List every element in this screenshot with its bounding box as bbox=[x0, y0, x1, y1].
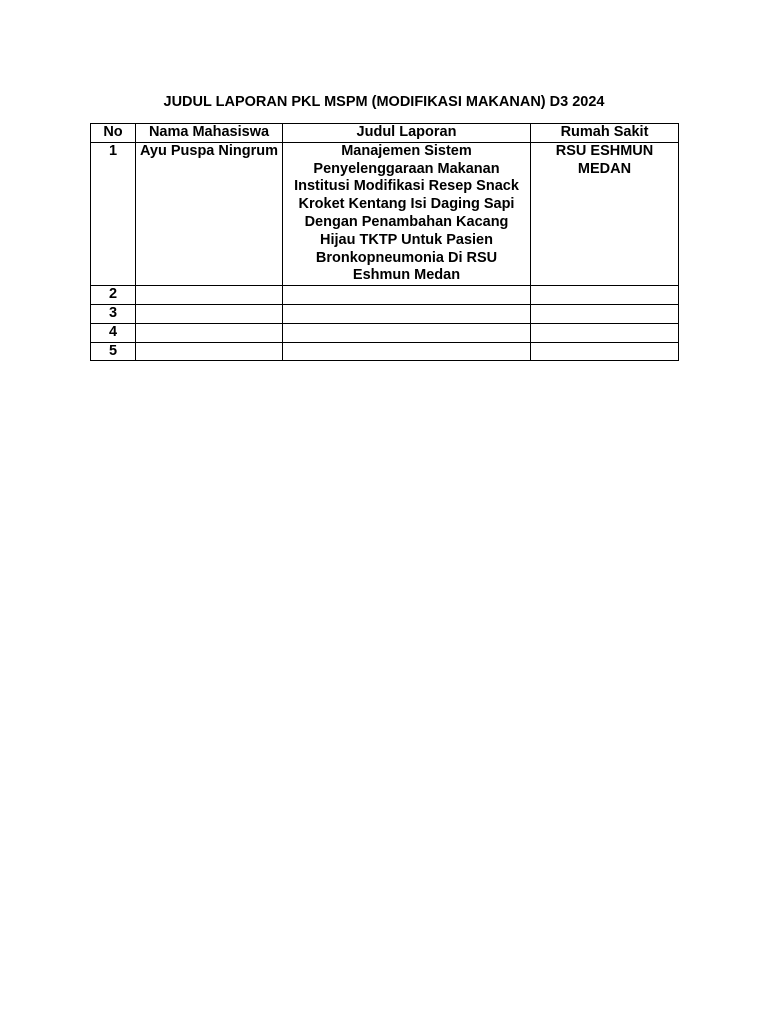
cell-hospital bbox=[531, 304, 679, 323]
cell-student-name bbox=[136, 304, 283, 323]
cell-report-title bbox=[283, 304, 531, 323]
table-row bbox=[91, 342, 679, 361]
table-row bbox=[91, 142, 679, 285]
table-row bbox=[91, 286, 679, 305]
cell-student-name bbox=[136, 286, 283, 305]
cell-no: 4 bbox=[91, 323, 136, 342]
header-no: No bbox=[91, 124, 136, 143]
cell-report-title bbox=[283, 286, 531, 305]
cell-no: 5 bbox=[91, 342, 136, 361]
report-table bbox=[90, 123, 679, 361]
cell-student-name: Ayu Puspa Ningrum bbox=[136, 142, 283, 285]
header-student-name: Nama Mahasiswa bbox=[136, 124, 283, 143]
cell-report-title bbox=[283, 323, 531, 342]
cell-report-title bbox=[283, 342, 531, 361]
cell-hospital bbox=[531, 286, 679, 305]
document-title: JUDUL LAPORAN PKL MSPM (MODIFIKASI MAKANAN) D3 2024 bbox=[163, 94, 605, 110]
cell-no: 2 bbox=[91, 286, 136, 305]
cell-report-title: Manajemen Sistem Penyelenggaraan Makanan Institusi Modifikasi Resep Snack Kroket Kentang Isi Daging Sapi Dengan Penambahan Kacang Hijau TKTP Untuk Pasien Bronkopneumonia Di RSU Eshmun Medan bbox=[283, 142, 531, 285]
table-row bbox=[91, 304, 679, 323]
header-report-title: Judul Laporan bbox=[283, 124, 531, 143]
table-header-row bbox=[91, 124, 679, 143]
cell-student-name bbox=[136, 342, 283, 361]
cell-hospital bbox=[531, 323, 679, 342]
header-hospital: Rumah Sakit bbox=[531, 124, 679, 143]
table-row bbox=[91, 323, 679, 342]
cell-hospital: RSU ESHMUN MEDAN bbox=[531, 142, 679, 285]
cell-no: 1 bbox=[91, 142, 136, 285]
cell-student-name bbox=[136, 323, 283, 342]
cell-hospital bbox=[531, 342, 679, 361]
cell-no: 3 bbox=[91, 304, 136, 323]
